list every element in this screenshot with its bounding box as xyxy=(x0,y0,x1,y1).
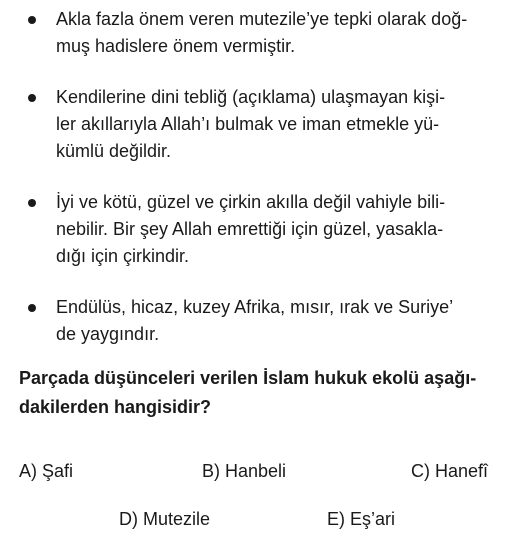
bullet-icon xyxy=(28,16,36,24)
option-e[interactable]: E) Eş’ari xyxy=(327,509,396,529)
statement-line: ler akıllarıyla Allah’ı bulmak ve iman etmekle yü- xyxy=(56,114,440,134)
bullet-icon xyxy=(28,199,36,207)
bullet-icon xyxy=(28,94,36,102)
statement-line: de yaygındır. xyxy=(56,324,160,344)
statement-line: Endülüs, hicaz, kuzey Afrika, mısır, ırak ve Suriye’ xyxy=(56,297,454,317)
bullet-icon xyxy=(28,304,36,312)
statement-list xyxy=(22,6,500,372)
statement-line: Kendilerine dini tebliğ (açıklama) ulaşmayan kişi- xyxy=(56,87,446,107)
statement-line: nebilir. Bir şey Allah emrettiği için güzel, yasakla- xyxy=(56,219,444,239)
option-a[interactable]: A) Şafi xyxy=(19,461,74,481)
question-stem xyxy=(19,364,504,422)
option-b[interactable]: B) Hanbeli xyxy=(202,461,287,481)
question-line: Parçada düşünceleri verilen İslam hukuk ekolü aşağı- xyxy=(19,368,477,388)
statement-line: Akla fazla önem veren mutezile’ye tepki olarak doğ- xyxy=(56,9,468,29)
statement-item xyxy=(22,294,500,348)
statement-item xyxy=(22,84,500,165)
question-line: dakilerden hangisidir? xyxy=(19,397,212,417)
option-c[interactable]: C) Hanefî xyxy=(411,461,489,481)
statement-line: muş hadislere önem vermiştir. xyxy=(56,36,296,56)
statement-item xyxy=(22,189,500,270)
statement-item xyxy=(22,6,500,60)
statement-line: İyi ve kötü, güzel ve çirkin akılla değil vahiyle bili- xyxy=(56,192,446,212)
statement-line: dığı için çirkindir. xyxy=(56,246,190,266)
option-d[interactable]: D) Mutezile xyxy=(119,509,211,529)
statement-line: kümlü değildir. xyxy=(56,141,172,161)
